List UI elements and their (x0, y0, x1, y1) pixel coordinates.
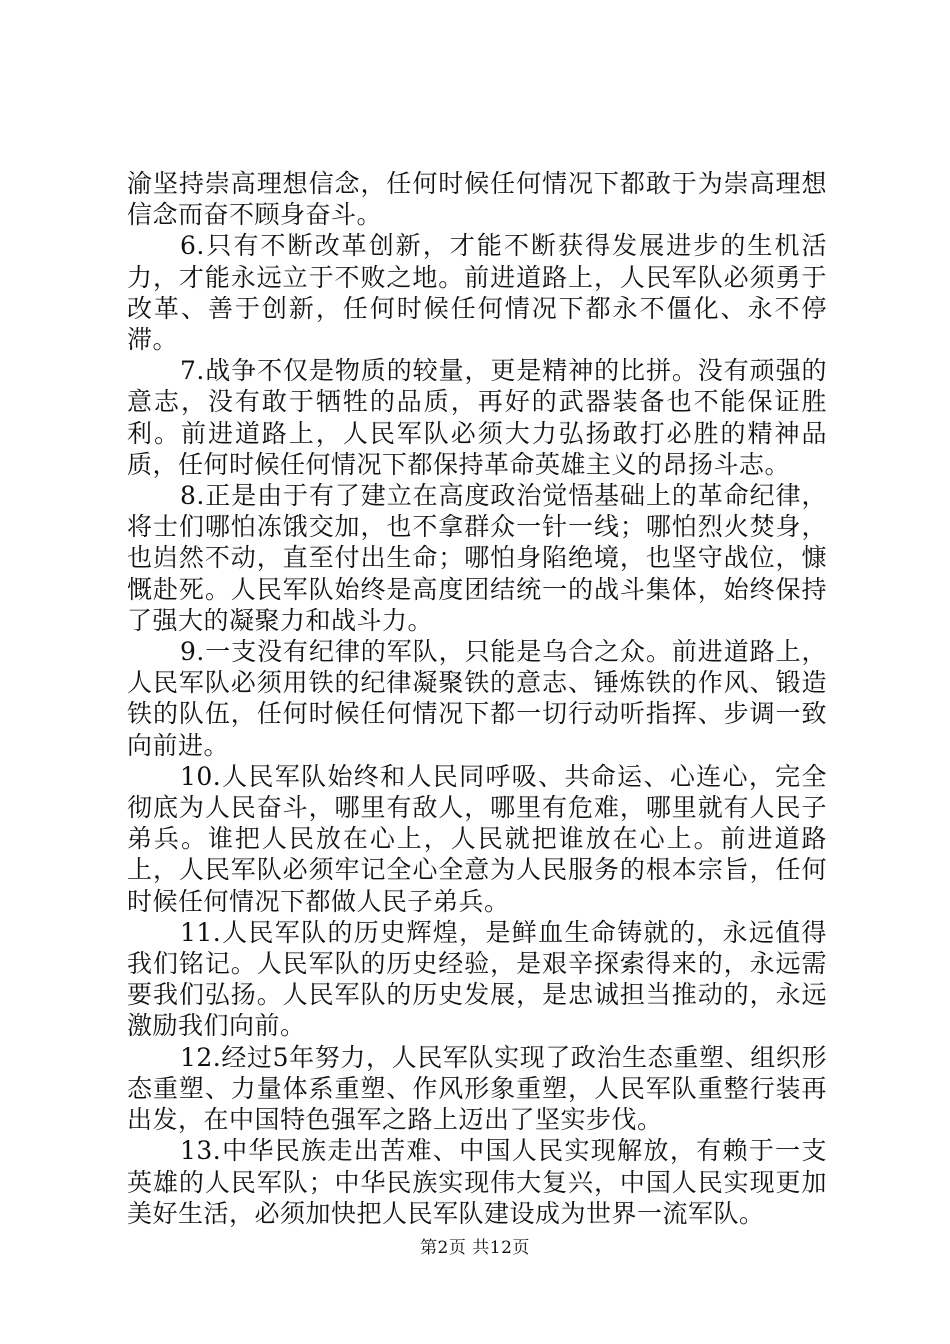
paragraph-item-8: 8.正是由于有了建立在高度政治觉悟基础上的革命纪律，将士们哪怕冻饿交加，也不拿群众一针一线；哪怕烈火焚身，也岿然不动，直至付出生命；哪怕身陷绝境，也坚守战位，慷慨赴死。人民军队始终是高度团结统一的战斗集体，始终保持了强大的凝聚力和战斗力。 (127, 481, 827, 635)
document-body (127, 168, 827, 1229)
paragraph-item-7: 7.战争不仅是物质的较量，更是精神的比拼。没有顽强的意志，没有敢于牺牲的品质，再好的武器装备也不能保证胜利。前进道路上，人民军队必须大力弘扬敢打必胜的精神品质，任何时候任何情况下都保持革命英雄主义的昂扬斗志。 (127, 356, 827, 479)
paragraph-item-11: 11.人民军队的历史辉煌，是鲜血生命铸就的，永远值得我们铭记。人民军队的历史经验，是艰辛探索得来的，永远需要我们弘扬。人民军队的历史发展，是忠诚担当推动的，永远激励我们向前。 (127, 917, 827, 1041)
paragraph-continuation: 渝坚持崇高理想信念，任何时候任何情况下都敢于为崇高理想信念而奋不顾身奋斗。 (127, 169, 827, 230)
paragraph-item-12: 12.经过5年努力，人民军队实现了政治生态重塑、组织形态重塑、力量体系重塑、作风形象重塑，人民军队重整行装再出发，在中国特色强军之路上迈出了坚实步伐。 (127, 1042, 827, 1135)
page-number-footer: 第2页 共12页 (420, 1238, 530, 1258)
paragraph-item-13: 13.中华民族走出苦难、中国人民实现解放，有赖于一支英雄的人民军队；中华民族实现伟大复兴，中国人民实现更加美好生活，必须加快把人民军队建设成为世界一流军队。 (127, 1136, 827, 1228)
paragraph-item-6: 6.只有不断改革创新，才能不断获得发展进步的生机活力，才能永远立于不败之地。前进道路上，人民军队必须勇于改革、善于创新，任何时候任何情况下都永不僵化、永不停滞。 (127, 231, 827, 355)
paragraph-item-10: 10.人民军队始终和人民同呼吸、共命运、心连心，完全彻底为人民奋斗，哪里有敌人，哪里有危难，哪里就有人民子弟兵。谁把人民放在心上，人民就把谁放在心上。前进道路上，人民军队必须牢记全心全意为人民服务的根本宗旨，任何时候任何情况下都做人民子弟兵。 (127, 761, 827, 916)
paragraph-item-9: 9.一支没有纪律的军队，只能是乌合之众。前进道路上，人民军队必须用铁的纪律凝聚铁的意志、锤炼铁的作风、锻造铁的队伍，任何时候任何情况下都一切行动听指挥、步调一致向前进。 (127, 637, 827, 760)
